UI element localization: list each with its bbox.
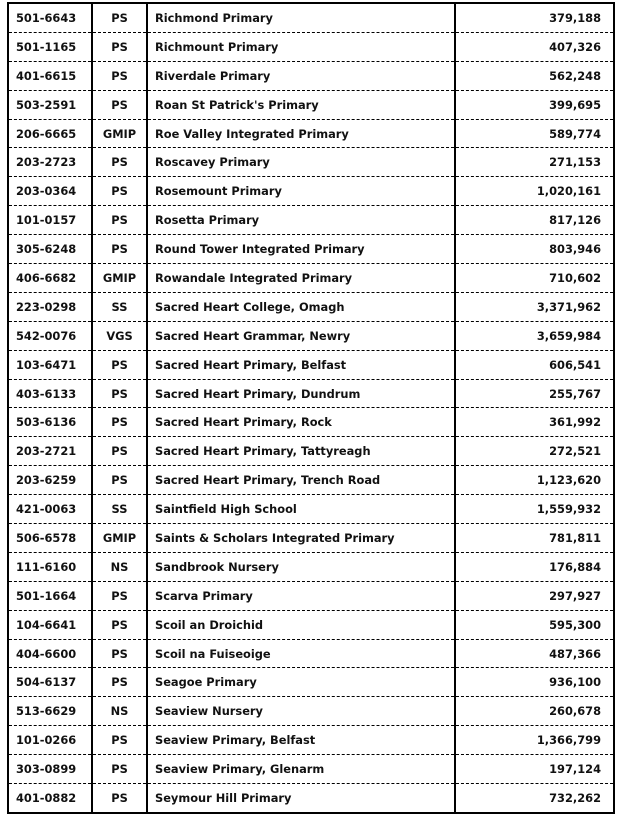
school-type-cell: PS [92, 639, 147, 668]
table-row [8, 119, 614, 148]
school-name-cell: Roe Valley Integrated Primary [147, 119, 455, 148]
table-row [8, 177, 614, 206]
table-row [8, 495, 614, 524]
school-type-cell: PS [92, 437, 147, 466]
table-row [8, 148, 614, 177]
school-reference-cell: 223-0298 [8, 292, 92, 321]
table-row [8, 697, 614, 726]
budget-amount-cell: 589,774 [455, 119, 614, 148]
table-row [8, 610, 614, 639]
table-row [8, 4, 614, 32]
budget-amount-cell: 176,884 [455, 552, 614, 581]
school-type-cell: PS [92, 4, 147, 32]
school-reference-cell: 403-6133 [8, 379, 92, 408]
school-name-cell: Scarva Primary [147, 581, 455, 610]
school-reference-cell: 203-2723 [8, 148, 92, 177]
budget-amount-cell: 3,659,984 [455, 321, 614, 350]
school-type-cell: SS [92, 292, 147, 321]
budget-amount-cell: 817,126 [455, 206, 614, 235]
school-type-cell: PS [92, 408, 147, 437]
school-name-cell: Scoil an Droichid [147, 610, 455, 639]
school-name-cell: Rosemount Primary [147, 177, 455, 206]
table-row [8, 61, 614, 90]
school-type-cell: SS [92, 495, 147, 524]
school-type-cell: PS [92, 206, 147, 235]
school-name-cell: Seagoe Primary [147, 668, 455, 697]
budget-amount-cell: 197,124 [455, 755, 614, 784]
table-body [8, 4, 614, 813]
school-type-cell: GMIP [92, 264, 147, 293]
school-type-cell: PS [92, 177, 147, 206]
school-type-cell: PS [92, 755, 147, 784]
table-row [8, 321, 614, 350]
school-name-cell: Rowandale Integrated Primary [147, 264, 455, 293]
school-reference-cell: 501-1165 [8, 32, 92, 61]
school-name-cell: Sacred Heart Primary, Rock [147, 408, 455, 437]
school-type-cell: PS [92, 148, 147, 177]
school-reference-cell: 401-6615 [8, 61, 92, 90]
school-name-cell: Sacred Heart Primary, Belfast [147, 350, 455, 379]
school-reference-cell: 513-6629 [8, 697, 92, 726]
budget-amount-cell: 562,248 [455, 61, 614, 90]
table-row [8, 437, 614, 466]
school-reference-cell: 401-0882 [8, 784, 92, 813]
budget-amount-cell: 1,559,932 [455, 495, 614, 524]
budget-amount-cell: 399,695 [455, 90, 614, 119]
school-type-cell: NS [92, 697, 147, 726]
school-type-cell: VGS [92, 321, 147, 350]
school-reference-cell: 506-6578 [8, 524, 92, 553]
budget-amount-cell: 260,678 [455, 697, 614, 726]
school-type-cell: PS [92, 466, 147, 495]
school-name-cell: Sacred Heart Grammar, Newry [147, 321, 455, 350]
school-type-cell: PS [92, 235, 147, 264]
school-type-cell: PS [92, 610, 147, 639]
school-type-cell: PS [92, 668, 147, 697]
budget-amount-cell: 936,100 [455, 668, 614, 697]
school-reference-cell: 404-6600 [8, 639, 92, 668]
table-row [8, 32, 614, 61]
school-type-cell: PS [92, 726, 147, 755]
table-row [8, 726, 614, 755]
school-type-cell: PS [92, 784, 147, 813]
school-name-cell: Sacred Heart Primary, Trench Road [147, 466, 455, 495]
school-name-cell: Roscavey Primary [147, 148, 455, 177]
school-type-cell: PS [92, 581, 147, 610]
school-reference-cell: 421-0063 [8, 495, 92, 524]
budget-amount-cell: 1,366,799 [455, 726, 614, 755]
school-name-cell: Sandbrook Nursery [147, 552, 455, 581]
school-reference-cell: 104-6641 [8, 610, 92, 639]
school-name-cell: Richmount Primary [147, 32, 455, 61]
school-name-cell: Sacred Heart College, Omagh [147, 292, 455, 321]
table-row [8, 235, 614, 264]
school-name-cell: Saints & Scholars Integrated Primary [147, 524, 455, 553]
budget-amount-cell: 710,602 [455, 264, 614, 293]
school-name-cell: Seaview Primary, Belfast [147, 726, 455, 755]
budget-amount-cell: 781,811 [455, 524, 614, 553]
school-reference-cell: 504-6137 [8, 668, 92, 697]
table-row [8, 408, 614, 437]
budget-amount-cell: 3,371,962 [455, 292, 614, 321]
budget-amount-cell: 803,946 [455, 235, 614, 264]
budget-amount-cell: 732,262 [455, 784, 614, 813]
school-reference-cell: 501-1664 [8, 581, 92, 610]
school-reference-cell: 206-6665 [8, 119, 92, 148]
budget-amount-cell: 606,541 [455, 350, 614, 379]
table-row [8, 524, 614, 553]
budget-amount-cell: 361,992 [455, 408, 614, 437]
school-name-cell: Riverdale Primary [147, 61, 455, 90]
table-row [8, 206, 614, 235]
school-type-cell: PS [92, 350, 147, 379]
school-reference-cell: 203-2721 [8, 437, 92, 466]
school-reference-cell: 406-6682 [8, 264, 92, 293]
school-type-cell: PS [92, 90, 147, 119]
school-reference-cell: 101-0266 [8, 726, 92, 755]
school-reference-cell: 501-6643 [8, 4, 92, 32]
table-row [8, 639, 614, 668]
school-name-cell: Richmond Primary [147, 4, 455, 32]
table-row [8, 552, 614, 581]
school-reference-cell: 503-6136 [8, 408, 92, 437]
school-name-cell: Seymour Hill Primary [147, 784, 455, 813]
school-reference-cell: 103-6471 [8, 350, 92, 379]
budget-amount-cell: 407,326 [455, 32, 614, 61]
table-row [8, 581, 614, 610]
budget-amount-cell: 297,927 [455, 581, 614, 610]
school-name-cell: Seaview Nursery [147, 697, 455, 726]
school-reference-cell: 111-6160 [8, 552, 92, 581]
budget-amount-cell: 487,366 [455, 639, 614, 668]
table-row [8, 379, 614, 408]
table-row [8, 292, 614, 321]
school-name-cell: Sacred Heart Primary, Dundrum [147, 379, 455, 408]
school-reference-cell: 503-2591 [8, 90, 92, 119]
school-reference-cell: 203-0364 [8, 177, 92, 206]
budget-amount-cell: 595,300 [455, 610, 614, 639]
school-funding-table [7, 4, 615, 814]
table-row [8, 90, 614, 119]
school-name-cell: Saintfield High School [147, 495, 455, 524]
table-row [8, 466, 614, 495]
budget-amount-cell: 1,123,620 [455, 466, 614, 495]
table-row [8, 264, 614, 293]
school-reference-cell: 542-0076 [8, 321, 92, 350]
school-reference-cell: 303-0899 [8, 755, 92, 784]
school-type-cell: NS [92, 552, 147, 581]
school-name-cell: Seaview Primary, Glenarm [147, 755, 455, 784]
school-type-cell: PS [92, 61, 147, 90]
school-name-cell: Rosetta Primary [147, 206, 455, 235]
school-type-cell: GMIP [92, 524, 147, 553]
table-row [8, 350, 614, 379]
school-name-cell: Scoil na Fuiseoige [147, 639, 455, 668]
budget-amount-cell: 379,188 [455, 4, 614, 32]
school-reference-cell: 101-0157 [8, 206, 92, 235]
school-name-cell: Roan St Patrick's Primary [147, 90, 455, 119]
budget-amount-cell: 1,020,161 [455, 177, 614, 206]
school-name-cell: Sacred Heart Primary, Tattyreagh [147, 437, 455, 466]
school-type-cell: GMIP [92, 119, 147, 148]
school-type-cell: PS [92, 32, 147, 61]
table-row [8, 668, 614, 697]
budget-amount-cell: 272,521 [455, 437, 614, 466]
school-reference-cell: 305-6248 [8, 235, 92, 264]
table-row [8, 755, 614, 784]
school-reference-cell: 203-6259 [8, 466, 92, 495]
budget-amount-cell: 271,153 [455, 148, 614, 177]
table-row [8, 784, 614, 813]
school-name-cell: Round Tower Integrated Primary [147, 235, 455, 264]
budget-amount-cell: 255,767 [455, 379, 614, 408]
school-type-cell: PS [92, 379, 147, 408]
